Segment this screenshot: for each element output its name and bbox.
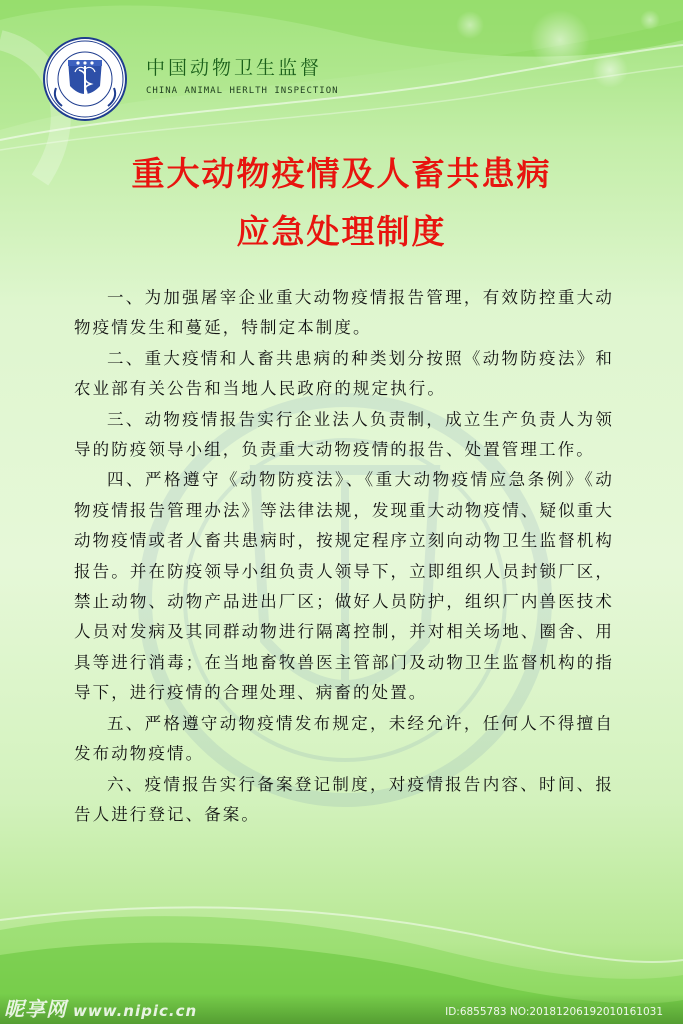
header [42,37,339,121]
paragraph-2: 二、重大疫情和人畜共患病的种类划分按照《动物防疫法》和农业部有关公告和当地人民政府的规定执行。 [74,348,614,399]
org-name-en: CHINA ANIMAL HERLTH INSPECTION [146,86,339,96]
paragraph-5: 五、严格遵守动物疫情发布规定，未经允许，任何人不得擅自发布动物疫情。 [74,713,614,764]
title-line-1: 重大动物疫情及人畜共患病 [131,154,552,193]
watermark-site-name: 昵享网 [4,997,67,1021]
watermark-image-id: ID:6855783 NO:20181206192010161031 [445,1006,663,1018]
org-name-cn: 中国动物卫生监督 [146,57,323,79]
org-name [146,54,339,96]
watermark-bar [0,994,683,1024]
watermark-site [4,993,197,1022]
paragraph-3: 三、动物疫情报告实行企业法人负责制，成立生产负责人为领导的防疫领导小组，负责重大动物疫情的报告、处置管理工作。 [74,409,614,460]
watermark-site-url: www.nipic.cn [73,1002,198,1020]
paragraph-4: 四、严格遵守《动物防疫法》、《重大动物疫情应急条例》《动物疫情报告管理办法》等法律法规，发现重大动物疫情、疑似重大动物疫情或者人畜共患病时，按规定程序立刻向动物卫生监督机构报告。并在防疫领导小组负责人领导下，立即组织人员封锁厂区，禁止动物、动物产品进出厂区；做好人员防护，组织厂内兽医技术人员对发病及其同群动物进行隔离控制，并对相关场地、圈舍、用具等进行消毒；在当地畜牧兽医主管部门及动物卫生监督机构的指导下，进行疫情的合理处理、病畜的处置。 [74,470,614,703]
paragraph-6: 六、疫情报告实行备案登记制度，对疫情报告内容、时间、报告人进行登记、备案。 [74,774,614,824]
title-line-2: 应急处理制度 [236,212,447,251]
caduceus-shield-emblem-icon [42,36,128,122]
paragraph-1: 一、为加强屠宰企业重大动物疫情报告管理，有效防控重大动物疫情发生和蔓延，特制定本制度。 [74,288,614,338]
regulation-body [74,283,614,830]
